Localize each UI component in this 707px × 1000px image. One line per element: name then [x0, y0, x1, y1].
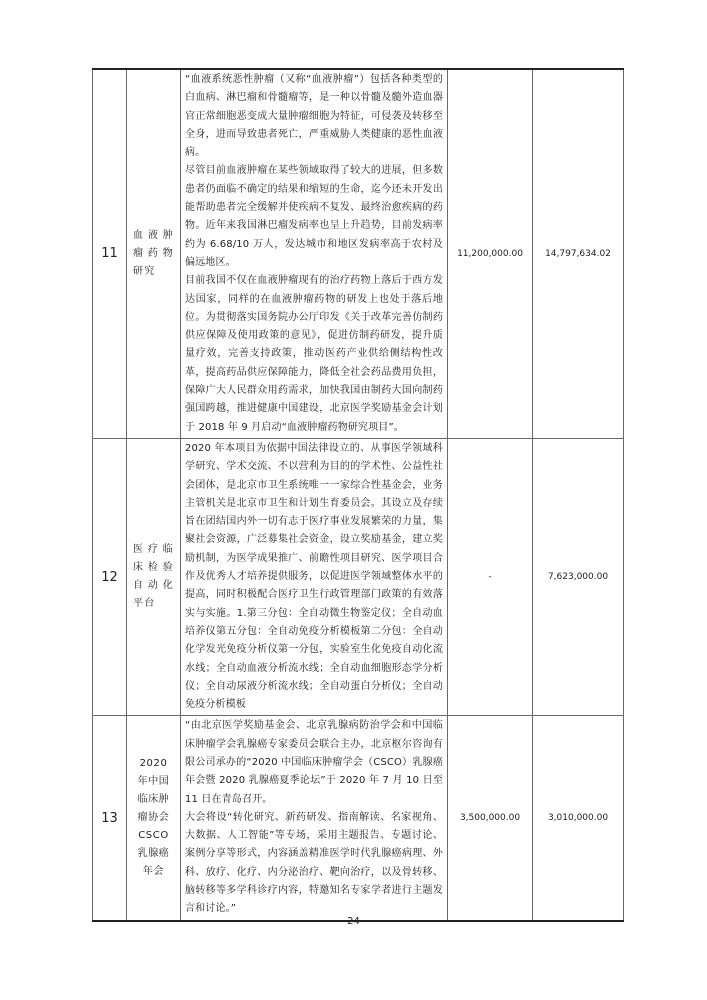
- row-number: 12: [93, 438, 127, 715]
- description-paragraph: 2020 年本项目为依据中国法律设立的、从事医学领域科学研究、学术交流、不以营利为目的的学术性、公益性社会团体，是北京市卫生系统唯一一家综合性基金会，业务主管机关是北京市卫生和计划生育委员会。其设立及存续旨在团结国内外一切有志于医疗事业发展繁荣的力量，集聚社会资源，广泛募集社会资金，设立奖励基金，建立奖励机制，为医学成果推广、前瞻性项目研究、医学项目合作及优秀人才培养提供服务，以促进医学领域整体水平的提高，同时积极配合医疗卫生行政管理部门政策的有效落实与实施。1.第三分包：全自动微生物鉴定仪；全自动血培养仪第五分包：全自动免疫分析模板第二分包：全自动化学发光免疫分析仪第一分包，实验室生化免疫自动化流水线；全自动血液分析流水线；全自动血细胞形态学分析仪；全自动尿液分析流水线；全自动蛋白分析仪；全自动免疫分析模板: [185, 442, 443, 711]
- amount-column-1: 11,200,000.00: [448, 69, 533, 438]
- project-description: [181, 438, 448, 715]
- project-table: [92, 68, 624, 922]
- project-name: 2020 年中国临床肿瘤协会 CSCO 乳腺癌年会: [127, 716, 181, 921]
- amount-column-2: 3,010,000.00: [533, 716, 624, 921]
- row-number: 11: [93, 69, 127, 438]
- row-number: 13: [93, 716, 127, 921]
- project-description: [181, 716, 448, 921]
- description-paragraph: 尽管目前血液肿瘤在某些领域取得了较大的进展，但多数患者仍面临不确定的结果和缩短的生命，迄今还未开发出能帮助患者完全缓解并使疾病不复发、最终治愈疾病的药物。近年来我国淋巴瘤发病率也呈上升趋势，目前发病率约为 6.68/10 万人，发达城市和地区发病率高于农村及偏远地区。: [185, 165, 443, 268]
- project-name: 血液肿瘤药物研究: [127, 69, 181, 438]
- description-paragraph: “由北京医学奖励基金会、北京乳腺病防治学会和中国临床肿瘤学会乳腺癌专家委员会联合主办，北京枢尔咨询有限公司承办的“2020 中国临床肿瘤学会（CSCO）乳腺癌年会暨 2020 乳腺癌夏季论坛”于 2020 年 7 月 10 日至 11 日在青岛召开。: [185, 720, 443, 805]
- description-paragraph: 大会将设“转化研究、新药研发、指南解读、名家视角、大数据、人工智能”等专场，采用主题报告、专题讨论、案例分享等形式，内容涵盖精准医学时代乳腺癌病理、外科、放疗、化疗、内分泌治疗、靶向治疗，以及骨转移、脑转移等多学科诊疗内容，特邀知名专家学者进行主题发言和讨论。”: [185, 811, 443, 915]
- amount-column-2: 7,623,000.00: [533, 438, 624, 715]
- page-number: 24: [347, 916, 360, 927]
- description-paragraph: “血液系统恶性肿瘤（又称“血液肿瘤”）包括各种类型的白血病、淋巴瘤和骨髓瘤等，是一种以骨髓及髓外造血器官正常细胞恶变成大量肿瘤细胞为特征，可侵袭及转移至全身，进而导致患者死亡，严重威胁人类健康的恶性血液病。: [185, 74, 443, 159]
- description-paragraph: 目前我国不仅在血液肿瘤现有的治疗药物上落后于西方发达国家，同样的在血液肿瘤药物的研发上也处于落后地位。为贯彻落实国务院办公厅印发《关于改革完善仿制药供应保障及使用政策的意见》，促进仿制药研发，提升质量疗效，完善支持政策，推动医药产业供给侧结构性改革，提高药品供应保障能力，降低全社会药品费用负担，保障广大人民群众用药需求，加快我国由制药大国向制药强国跨越，推进健康中国建设，北京医学奖励基金会计划于 2018 年 9 月启动“血液肿瘤药物研究项目”。: [185, 275, 443, 433]
- amount-column-1: 3,500,000.00: [448, 716, 533, 921]
- amount-column-2: 14,797,634.02: [533, 69, 624, 438]
- amount-column-1: -: [448, 438, 533, 715]
- project-description: [181, 69, 448, 438]
- table-row: [93, 716, 624, 921]
- table-row: [93, 438, 624, 715]
- table-row: [93, 69, 624, 438]
- project-name: 医疗临床检验自动化平台: [127, 438, 181, 715]
